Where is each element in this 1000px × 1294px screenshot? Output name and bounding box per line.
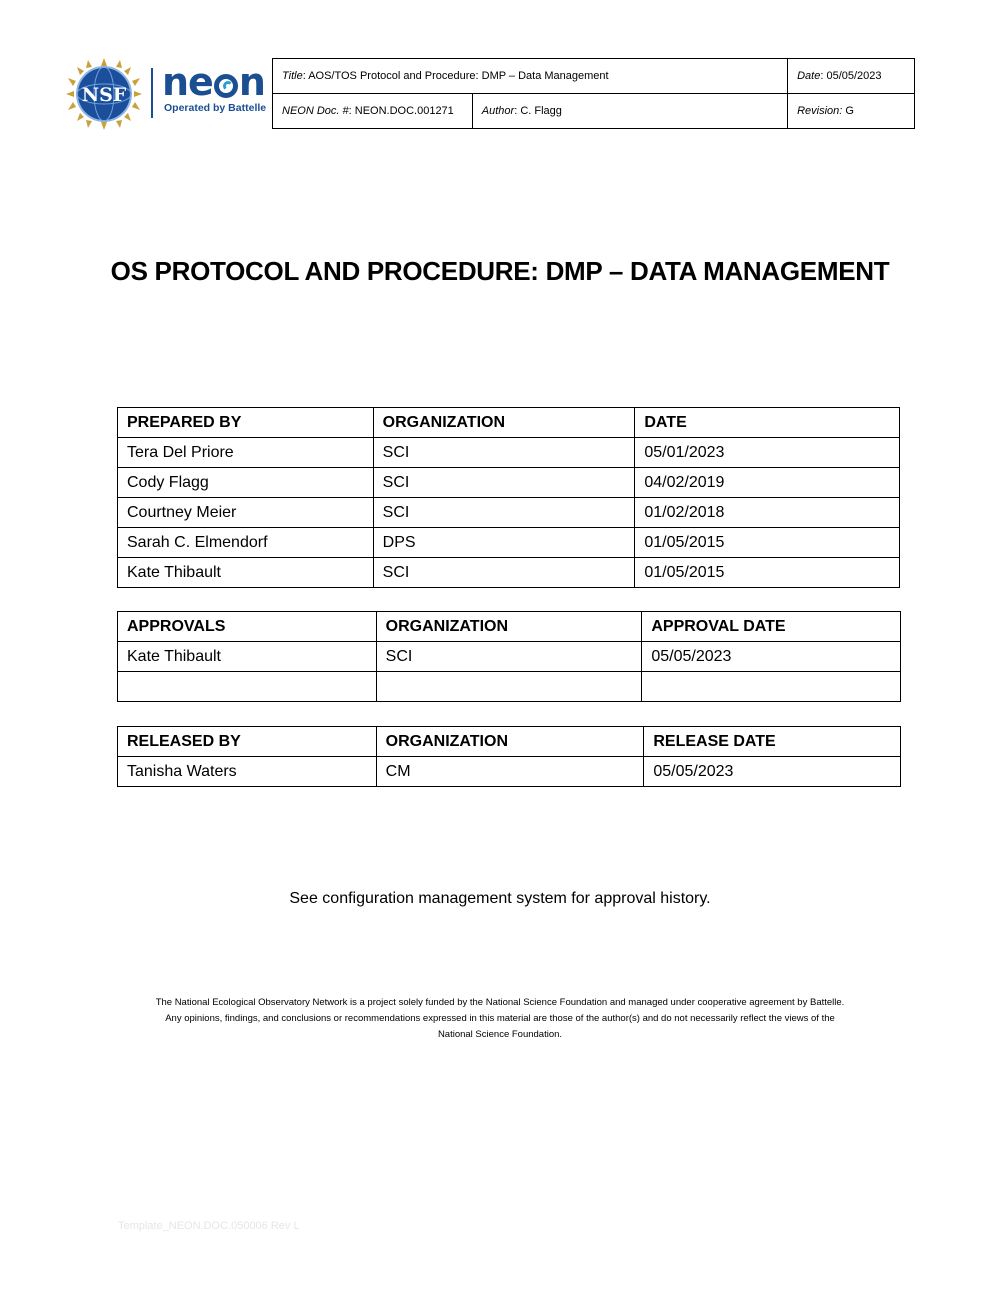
nsf-seal-icon: [66, 58, 142, 130]
disclaimer-line: National Science Foundation.: [437, 1029, 563, 1040]
table-cell: Kate Thibault: [118, 642, 377, 672]
table-cell: [642, 672, 901, 702]
table-cell: SCI: [373, 498, 635, 528]
table-cell: 01/05/2015: [635, 528, 900, 558]
table-row: [118, 757, 901, 787]
table-cell: SCI: [376, 642, 642, 672]
logo-divider: [151, 68, 153, 118]
table-cell: 05/01/2023: [635, 438, 900, 468]
title-label: Title: [282, 70, 303, 82]
operated-by-text: Operated by Battelle: [164, 102, 267, 114]
header-row-meta: [273, 94, 915, 129]
document-header-table: [272, 58, 915, 129]
funding-disclaimer: [110, 995, 890, 1043]
table-cell: [118, 672, 377, 702]
table-cell: DPS: [373, 528, 635, 558]
approvals-table: [117, 611, 901, 702]
table-cell: Kate Thibault: [118, 558, 374, 588]
table-cell: Tera Del Priore: [118, 438, 374, 468]
neon-o-icon: [214, 74, 238, 98]
header-doc-cell: [273, 94, 473, 129]
table-row: [118, 672, 901, 702]
table-cell: 01/02/2018: [635, 498, 900, 528]
nsf-seal-text: NSF: [81, 84, 127, 106]
table-cell: Sarah C. Elmendorf: [118, 528, 374, 558]
table-header-row: [118, 727, 901, 757]
table-cell: CM: [376, 757, 644, 787]
author-value: : C. Flagg: [514, 105, 562, 117]
table-row: [118, 438, 900, 468]
table-cell: 05/05/2023: [642, 642, 901, 672]
table-cell: 05/05/2023: [644, 757, 901, 787]
table-row: [118, 528, 900, 558]
revision-label: Revision:: [797, 105, 843, 117]
doc-number-value: : NEON.DOC.001271: [348, 105, 454, 117]
column-header: ORGANIZATION: [376, 612, 642, 642]
table-cell: Cody Flagg: [118, 468, 374, 498]
column-header: APPROVAL DATE: [642, 612, 901, 642]
table-cell: 01/05/2015: [635, 558, 900, 588]
revision-value: G: [842, 105, 854, 117]
table-cell: SCI: [373, 468, 635, 498]
column-header: APPROVALS: [118, 612, 377, 642]
header-date-cell: [788, 59, 915, 94]
table-header-row: [118, 408, 900, 438]
table-header-row: [118, 612, 901, 642]
date-label: Date: [797, 70, 821, 82]
table-row: [118, 558, 900, 588]
table-row: [118, 642, 901, 672]
disclaimer-line: The National Ecological Observatory Network is a project solely funded by the National Science Foundation and managed under cooperative agreement by Battelle.: [155, 997, 845, 1008]
doc-number-label: NEON Doc. #: [282, 105, 349, 117]
disclaimer-line: Any opinions, findings, and conclusions or recommendations expressed in this material are those of the author(s) and do not necessarily reflect the views of the: [165, 1013, 835, 1024]
document-title: OS PROTOCOL AND PROCEDURE: DMP – DATA MANAGEMENT: [110, 256, 890, 286]
table-cell: SCI: [373, 558, 635, 588]
column-header: DATE: [635, 408, 900, 438]
neon-logo: [66, 58, 272, 130]
column-header: ORGANIZATION: [376, 727, 644, 757]
column-header: PREPARED BY: [118, 408, 374, 438]
header-title-cell: [273, 59, 788, 94]
header-row-title: [273, 59, 915, 94]
title-value: : AOS/TOS Protocol and Procedure: DMP – Data Management: [302, 70, 609, 82]
approval-history-note: See configuration management system for approval history.: [289, 890, 711, 907]
column-header: RELEASED BY: [118, 727, 377, 757]
table-row: [118, 468, 900, 498]
author-label: Author: [481, 105, 515, 117]
header-revision-cell: [788, 94, 915, 129]
neon-wordmark: ne n: [162, 60, 265, 104]
table-cell: Courtney Meier: [118, 498, 374, 528]
table-cell: Tanisha Waters: [118, 757, 377, 787]
table-row: [118, 498, 900, 528]
date-value: : 05/05/2023: [820, 70, 882, 82]
column-header: RELEASE DATE: [644, 727, 901, 757]
header-author-cell: [472, 94, 787, 129]
prepared-by-table: [117, 407, 900, 588]
released-by-table: [117, 726, 901, 787]
table-cell: [376, 672, 642, 702]
template-id: Template_NEON.DOC.050006 Rev L: [118, 1220, 300, 1232]
table-cell: 04/02/2019: [635, 468, 900, 498]
table-cell: SCI: [373, 438, 635, 468]
column-header: ORGANIZATION: [373, 408, 635, 438]
